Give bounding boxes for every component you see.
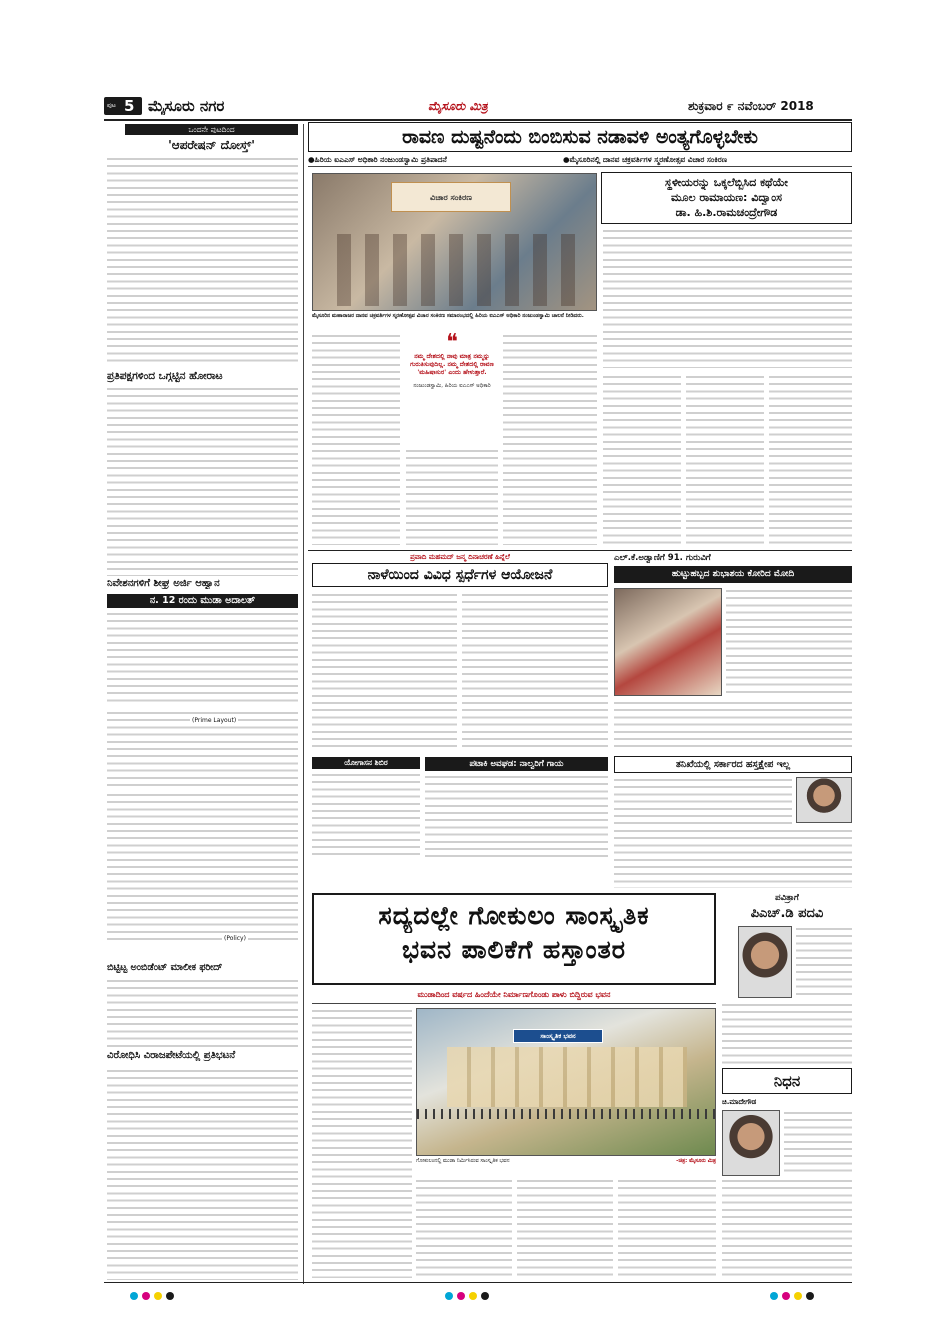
magenta-dot xyxy=(142,1292,150,1300)
ramayana-headline-2: ಮೂಲ ರಾಮಾಯಣ: ವಿದ್ವಾಂಸ xyxy=(670,191,783,204)
railing xyxy=(417,1109,717,1119)
speakers-row xyxy=(323,234,588,306)
virajpet-headline: ವಿರೋಧಿಸಿ ವಿರಾಜಪೇಟೆಯಲ್ಲಿ ಪ್ರತಿಭಟನೆ xyxy=(107,1050,236,1061)
phd-body-side xyxy=(796,926,852,998)
cyan-dot xyxy=(770,1292,778,1300)
page-number: 5 xyxy=(124,97,135,115)
gokulam-headline-2: ಭವನ ಪಾಲಿಕೆಗೆ ಹಸ್ತಾಂತರ xyxy=(401,935,627,964)
gokulam-headline-box xyxy=(312,893,716,985)
ramayana-body-col3 xyxy=(769,374,852,546)
lead-headline-box xyxy=(308,122,852,152)
ramayana-box xyxy=(601,172,852,224)
lead-subhead-1: ●ಹಿರಿಯ ಐಎಎಸ್ ಅಧಿಕಾರಿ ನಂಜುಂಡಸ್ವಾಮಿ ಪ್ರತಿಪಾದನೆ xyxy=(308,155,447,164)
ramayana-body xyxy=(603,228,852,368)
prime-layout-term: (Prime Layout) xyxy=(192,717,237,724)
building-sign xyxy=(513,1029,603,1043)
color-registration-center xyxy=(445,1292,495,1300)
advani-headline-box xyxy=(614,566,852,583)
left-column-divider xyxy=(303,124,304,1284)
adalat-body-3 xyxy=(107,792,298,942)
gokulam-body-col3 xyxy=(517,1178,613,1278)
probe-headline-box xyxy=(614,756,852,773)
building-walls xyxy=(447,1047,687,1107)
issue-date: ಶುಕ್ರವಾರ ೯ ನವೆಂಬರ್ 2018 xyxy=(688,99,814,113)
yellow-dot xyxy=(469,1292,477,1300)
operation-headline: 'ಆಪರೇಷನ್ ದೋಸ್ತ್' xyxy=(168,138,255,152)
competition-headline: ನಾಳೆಯಿಂದ ವಿವಿಧ ಸ್ಪರ್ಧೆಗಳ ಆಯೋಜನೆ xyxy=(367,567,553,583)
adalat-box xyxy=(107,594,298,608)
kicker-box xyxy=(125,124,298,135)
yellow-dot xyxy=(154,1292,162,1300)
operation-body xyxy=(107,156,298,366)
gokulam-photo-credit: -ಚಿತ್ರ: ಮೈಸೂರು ಮಿತ್ರ xyxy=(676,1158,716,1164)
gokulam-body-col1 xyxy=(312,1008,412,1278)
yoga-kicker-box xyxy=(312,757,420,769)
ramayana-body-col2 xyxy=(686,374,764,546)
lead-body-col2 xyxy=(406,448,498,545)
newspaper-logo: ಮೈಸೂರು ಮಿತ್ರ xyxy=(428,99,488,113)
amendment-body xyxy=(107,978,298,1048)
competition-headline-box xyxy=(312,563,608,587)
black-dot xyxy=(481,1292,489,1300)
cyan-dot xyxy=(445,1292,453,1300)
phd-headline: ಪಿಎಚ್.ಡಿ ಪದವಿ xyxy=(750,906,824,921)
advani-body-col xyxy=(726,588,852,696)
competition-kicker: ಪ್ರವಾದಿ ಮಹಮದ್ ಜನ್ಮ ದಿನಾಚರಣೆ ಹಿನ್ನೆಲೆ xyxy=(410,553,510,561)
probe-body xyxy=(614,828,852,888)
black-dot xyxy=(806,1292,814,1300)
yoga-body xyxy=(312,772,420,860)
plots-headline: ನಿವೇಶನಗಳಿಗೆ ಶೀಘ್ರ ಅರ್ಜಿ ಆಹ್ವಾನ xyxy=(107,578,220,589)
yellow-dot xyxy=(794,1292,802,1300)
opposition-body xyxy=(107,386,298,576)
gokulam-body-col2 xyxy=(416,1178,512,1278)
quote-box xyxy=(406,330,498,445)
lead-photo xyxy=(312,173,597,311)
magenta-dot xyxy=(457,1292,465,1300)
color-registration-left xyxy=(130,1292,180,1300)
lead-subhead-2: ●ಮೈಸೂರಿನಲ್ಲಿ ದಾನವ ಚಕ್ರವರ್ತಿಗಳ ಸ್ಮರಣೋತ್ಸವ ವಿಚಾರ ಸಂಕಿರಣ xyxy=(563,155,728,164)
obituary-body-side xyxy=(784,1110,852,1176)
adalat-headline: ನ. 12 ರಂದು ಮುಡಾ ಅದಾಲತ್ xyxy=(149,595,256,606)
page-label: ಪುಟ xyxy=(107,102,116,109)
gokulam-body-col4 xyxy=(618,1178,716,1278)
virajpet-body xyxy=(107,1068,298,1280)
adalat-body xyxy=(107,611,298,703)
gokulam-caption xyxy=(416,1158,716,1176)
advani-body xyxy=(614,700,852,752)
masthead xyxy=(98,94,852,118)
lead-body-col3 xyxy=(503,333,597,545)
yoga-kicker: ಯೋಗಾಸನ ಶಿಬಿರ xyxy=(344,758,388,767)
black-dot xyxy=(166,1292,174,1300)
obituary-headline: ನಿಧನ xyxy=(773,1072,801,1090)
cyan-dot xyxy=(130,1292,138,1300)
minister-portrait xyxy=(796,777,852,823)
phd-body xyxy=(722,1002,852,1064)
phd-kicker: ಪವಿತ್ರಾಗೆ xyxy=(775,893,799,903)
deceased-portrait xyxy=(722,1110,780,1176)
competition-body-col1 xyxy=(312,592,457,752)
ramayana-body-col1 xyxy=(603,374,681,546)
obituary-headline-box xyxy=(722,1068,852,1094)
gokulam-headline-1: ಸದ್ಯದಲ್ಲೇ ಗೋಕುಲಂ ಸಾಂಸ್ಕೃತಿಕ xyxy=(378,901,650,930)
lead-bottom-rule xyxy=(308,550,852,551)
page-bottom-rule xyxy=(104,1282,852,1283)
pull-quote: ನಮ್ಮ ದೇಶದಲ್ಲಿ ನಾವು ಮಾತ್ರ ನಮ್ಮನ್ನು ಗುರುತಿಸುವುದಿಲ್ಲ. ನಮ್ಮ ದೇಶದಲ್ಲಿ ರಾವಣ 'ಮಹಿಷಾಸುರ' ಎಂದು ಹೇಳುತ್ತಾರೆ. xyxy=(410,353,494,376)
modi-advani-photo xyxy=(614,588,722,696)
firecracker-body xyxy=(425,774,608,860)
gokulam-body-col5 xyxy=(722,1178,852,1278)
pull-quote-author: ನಂಜುಂಡಸ್ವಾಮಿ, ಹಿರಿಯ ಐಎಎಸ್ ಅಧಿಕಾರಿ xyxy=(413,383,491,389)
gokulam-caption-text: ಗೋಕುಲಂನಲ್ಲಿ ಮುಡಾ ನಿರ್ಮಿಸಿರುವ ಸಾಂಸ್ಕೃತಿಕ ಭವನ xyxy=(416,1158,510,1164)
amendment-headline: ಬಿಟ್ಟಿಟ್ಟ ಅಂಬಿಡೆಂಟ್ ಮಾಲೀಕ ಫರೀದ್ xyxy=(107,962,223,973)
advani-headline: ಹುಟ್ಟುಹಬ್ಬದ ಶುಭಾಶಯ ಕೋರಿದ ಮೋದಿ xyxy=(671,569,795,579)
lead-body-col1 xyxy=(312,333,400,545)
lead-subhead-bar xyxy=(308,153,852,167)
opposition-headline: ಪ್ರತಿಪಕ್ಷಗಳಿಂದ ಒಗ್ಗಟ್ಟಿನ ಹೋರಾಟ xyxy=(107,370,223,382)
page-number-box xyxy=(104,97,142,115)
gokulam-subhead: ಮುಡಾದಿಂದ ವರ್ಷದ ಹಿಂದೆಯೇ ನಿರ್ಮಾಣಗೊಂಡು ಪಾಳು ಬಿದ್ದಿರುವ ಭವನ xyxy=(312,990,716,1004)
probe-headline: ತನಿಖೆಯಲ್ಲಿ ಸರ್ಕಾರದ ಹಸ್ತಕ್ಷೇಪ ಇಲ್ಲ xyxy=(675,759,791,770)
section-title: ಮೈಸೂರು ನಗರ xyxy=(148,97,225,115)
masthead-rule xyxy=(104,119,852,121)
probe-body-top xyxy=(614,777,792,825)
pavithra-portrait xyxy=(738,926,792,998)
firecracker-headline-box xyxy=(425,757,608,771)
lead-photo-caption: ಮೈಸೂರಿನ ಮಹಾರಾಜರ ದಾನವ ಚಕ್ರವರ್ತಿಗಳ ಸ್ಮರಣೋತ್ಸವ ವಿಚಾರ ಸಂಕಿರಣ ಸಮಾರಂಭದಲ್ಲಿ ಹಿರಿಯ ಐಎಎಸ್ ಅಧಿಕಾರಿ ನಂಜುಂಡಸ್ವಾಮಿ ಚಾಲನೆ ನೀಡಿದರು. xyxy=(312,313,584,319)
seminar-banner xyxy=(391,182,511,212)
obituary-name: ಚಿ.ಮಾದೇಗೌಡ xyxy=(722,1098,757,1106)
color-registration-right xyxy=(770,1292,820,1300)
lead-headline: ರಾವಣ ದುಷ್ಟನೆಂದು ಬಿಂಬಿಸುವ ನಡಾವಳಿ ಅಂತ್ಯಗೊಳ್ಳಬೇಕು xyxy=(402,126,758,148)
magenta-dot xyxy=(782,1292,790,1300)
ramayana-headline-3: ಡಾ. ಹಿ.ಶಿ.ರಾಮಚಂದ್ರೇಗೌಡ xyxy=(675,206,778,219)
gokulam-photo xyxy=(416,1008,716,1156)
ramayana-headline-1: ಸ್ಥಳೀಯರನ್ನು ಒಕ್ಕಲೆಬ್ಬಿಸಿದ ಕಥೆಯೇ xyxy=(665,176,788,189)
seminar-banner-text: ವಿಚಾರ ಸಂಕಿರಣ xyxy=(430,193,472,202)
policy-term: (Policy) xyxy=(224,935,246,942)
building-sign-text: ಸಾಂಸ್ಕೃತಿಕ ಭವನ xyxy=(540,1032,576,1040)
advani-kicker: ಎಲ್.ಕೆ.ಅಡ್ವಾಣಿಗೆ 91. ಗುರುವಿಗೆ xyxy=(614,553,711,563)
continued-kicker: ಒಂದನೇ ಪುಟದಿಂದ xyxy=(188,125,235,134)
competition-body-col2 xyxy=(462,592,608,752)
firecracker-headline: ಪಟಾಕಿ ಅವಘಡ: ನಾಲ್ವರಿಗೆ ಗಾಯ xyxy=(469,759,564,769)
quote-mark-icon: ❝ xyxy=(446,330,458,355)
